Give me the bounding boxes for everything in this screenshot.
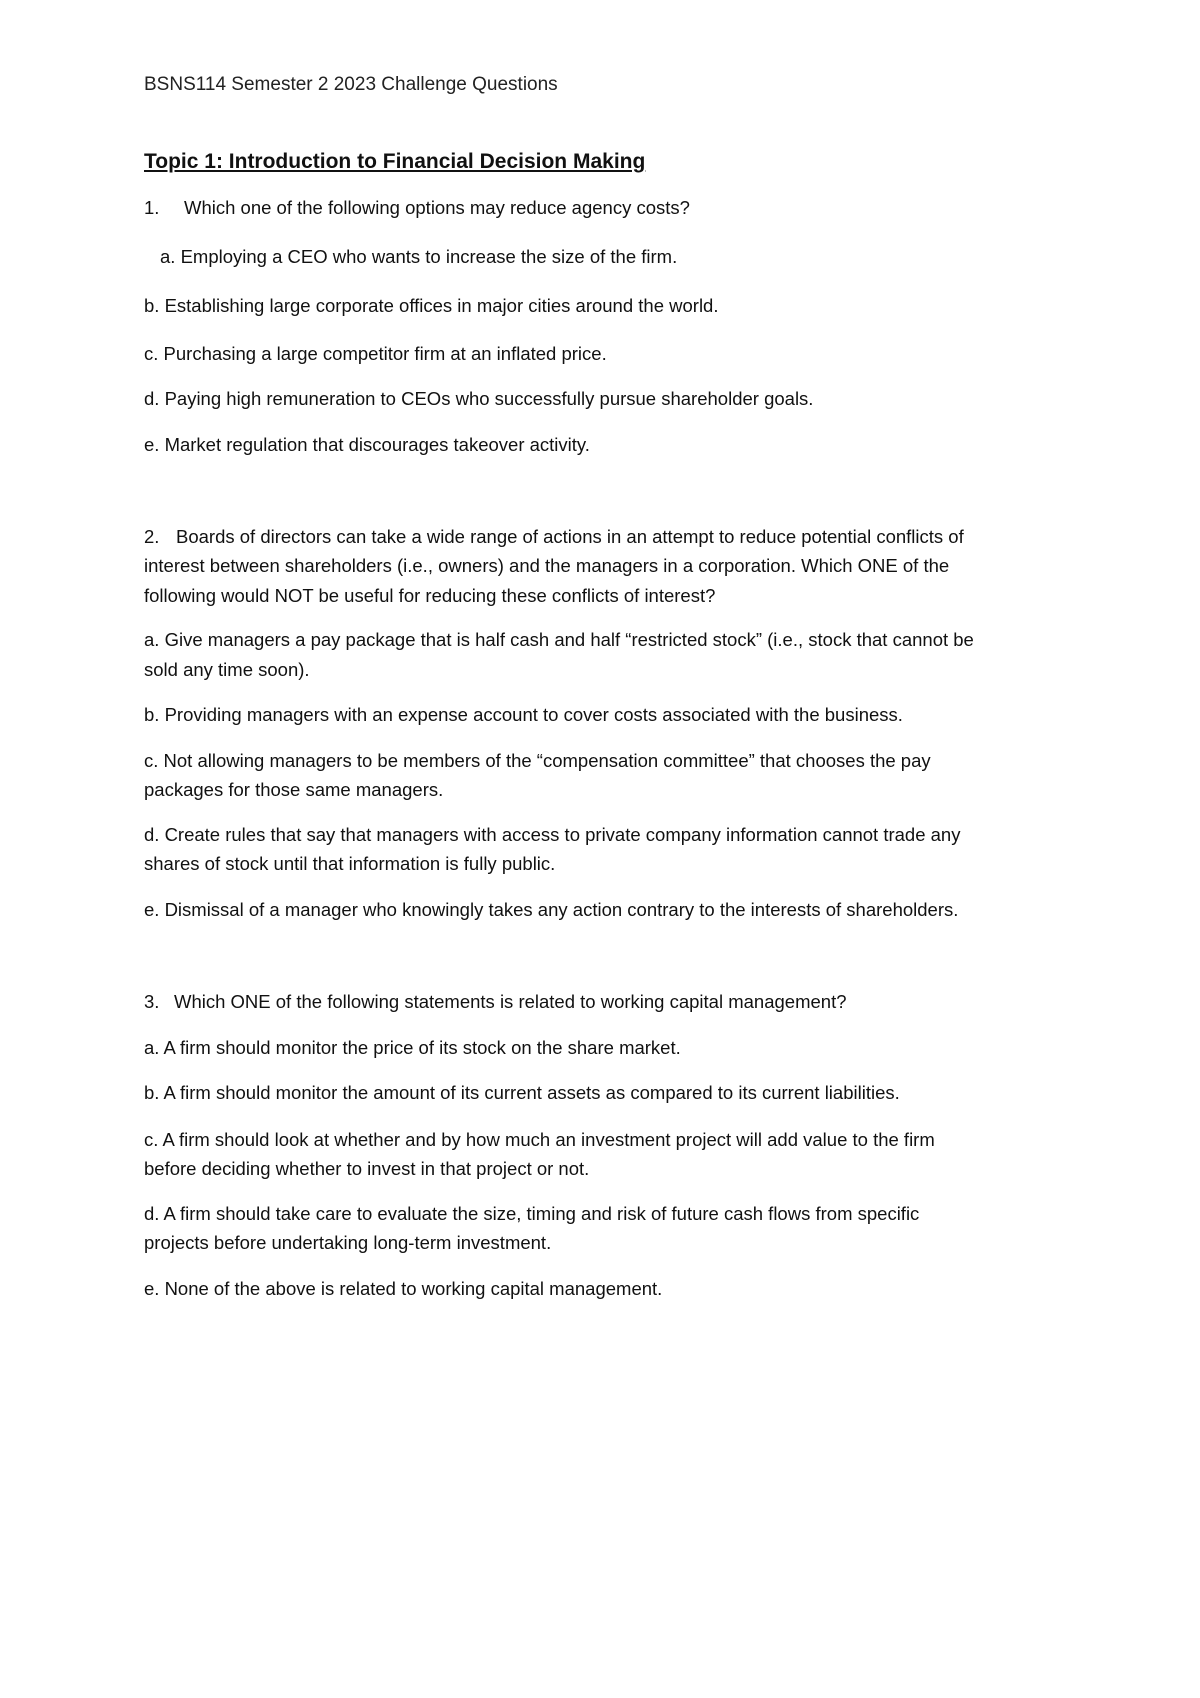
question-1-option-b: b. Establishing large corporate offices in major cities around the world.	[144, 295, 719, 316]
question-2-option-b: b. Providing managers with an expense account to cover costs associated with the business.	[144, 704, 903, 725]
question-2-option-d-line-1: d. Create rules that say that managers with access to private company information cannot trade any	[144, 824, 961, 845]
question-3-option-a: a. A firm should monitor the price of its stock on the share market.	[144, 1037, 681, 1058]
question-2-stem-line-1	[144, 526, 964, 548]
question-2-stem-line-2: interest between shareholders (i.e., owners) and the managers in a corporation. Which ONE of the	[144, 555, 950, 576]
question-3-option-e: e. None of the above is related to working capital management.	[144, 1278, 663, 1299]
question-2-option-e: e. Dismissal of a manager who knowingly takes any action contrary to the interests of shareholders.	[144, 899, 959, 920]
document-header: BSNS114 Semester 2 2023 Challenge Questions	[144, 74, 558, 95]
question-number: 3.	[144, 991, 160, 1012]
question-stem-line: Which ONE of the following statements is related to working capital management?	[174, 991, 847, 1012]
question-3-option-c-line-1: c. A firm should look at whether and by how much an investment project will add value to the firm	[144, 1129, 935, 1150]
question-3-option-d-line-1: d. A firm should take care to evaluate the size, timing and risk of future cash flows from specific	[144, 1203, 920, 1224]
question-3-option-b: b. A firm should monitor the amount of its current assets as compared to its current liabilities.	[144, 1082, 900, 1103]
question-1-option-a: a. Employing a CEO who wants to increase the size of the firm.	[160, 246, 678, 267]
question-2-option-c-line-1: c. Not allowing managers to be members of the “compensation committee” that chooses the pay	[144, 750, 931, 771]
question-3-stem	[144, 991, 847, 1013]
question-stem-line: Which one of the following options may reduce agency costs?	[184, 197, 690, 218]
question-number: 1.	[144, 197, 160, 218]
question-2-option-a-line-1: a. Give managers a pay package that is half cash and half “restricted stock” (i.e., stock that cannot be	[144, 629, 974, 650]
question-2-option-c-line-2: packages for those same managers.	[144, 779, 444, 800]
question-1-option-e: e. Market regulation that discourages takeover activity.	[144, 434, 590, 455]
question-3-option-d-line-2: projects before undertaking long-term investment.	[144, 1232, 552, 1253]
question-1-stem	[144, 197, 690, 219]
question-number: 2.	[144, 526, 160, 547]
question-1-option-c: c. Purchasing a large competitor firm at an inflated price.	[144, 343, 607, 364]
question-2-option-a-line-2: sold any time soon).	[144, 659, 310, 680]
question-stem-line: Boards of directors can take a wide range of actions in an attempt to reduce potential conflicts of	[176, 526, 964, 547]
topic-title: Topic 1: Introduction to Financial Decision Making	[144, 150, 646, 173]
question-2-option-d-line-2: shares of stock until that information is fully public.	[144, 853, 556, 874]
question-3-option-c-line-2: before deciding whether to invest in that project or not.	[144, 1158, 590, 1179]
question-1-option-d: d. Paying high remuneration to CEOs who successfully pursue shareholder goals.	[144, 388, 814, 409]
question-2-stem-line-3: following would NOT be useful for reducing these conflicts of interest?	[144, 585, 716, 606]
